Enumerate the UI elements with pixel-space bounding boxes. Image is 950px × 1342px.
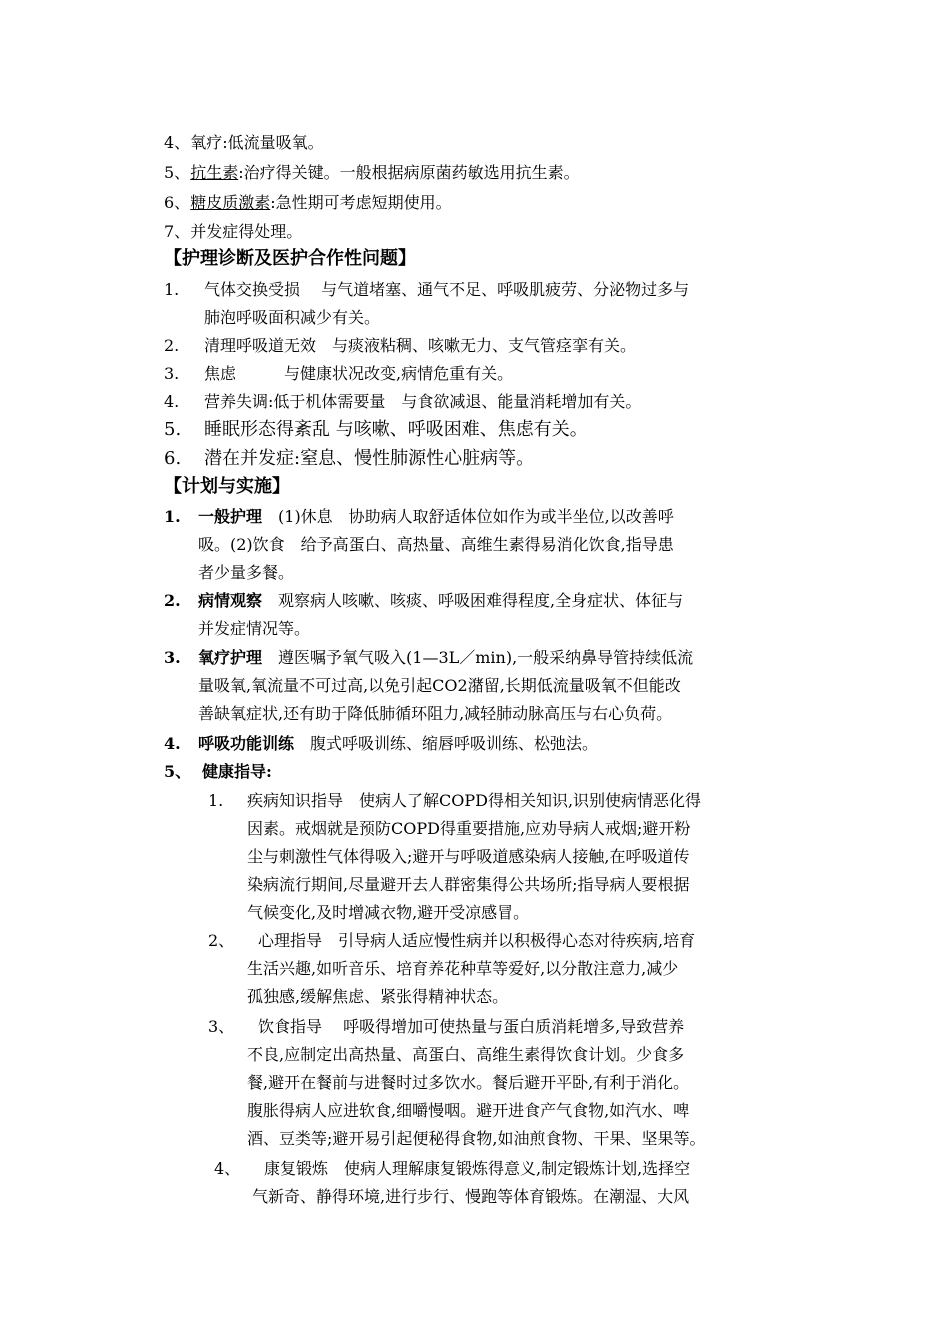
guidance-line: 康复锻炼 使病人理解康复锻炼得意义,制定锻炼计划,选择空 xyxy=(264,1159,691,1178)
item-number: 1. xyxy=(164,507,181,526)
item-number: 2. xyxy=(164,591,181,610)
item-number: 1. xyxy=(208,791,224,810)
item-number: 3、 xyxy=(208,1017,235,1036)
plan-item-1-line3: 者少量多餐。 xyxy=(198,563,295,582)
guidance-line: 生活兴趣,如听音乐、培育养花种草等爱好,以分散注意力,减少 xyxy=(247,959,679,978)
item-number: 6、 xyxy=(164,193,191,212)
item-text: 观察病人咳嗽、咳痰、呼吸困难得程度,全身症状、体征与 xyxy=(262,591,684,610)
plan-item-3 xyxy=(164,648,693,668)
plan-item-1 xyxy=(164,507,674,527)
item-number: 7、 xyxy=(164,222,191,241)
guidance-line: 气候变化,及时增减衣物,避开受凉感冒。 xyxy=(247,903,530,922)
item-number: 5、 xyxy=(164,762,192,781)
guidance-line: 孤独感,缓解焦虑、紧张得精神状态。 xyxy=(247,987,509,1006)
item-number: 1. xyxy=(164,280,180,299)
item-text: 并发症得处理。 xyxy=(190,222,303,241)
list-item xyxy=(164,420,588,440)
list-item xyxy=(164,449,534,469)
treatment-item-6 xyxy=(164,193,452,213)
item-number: 4、 xyxy=(164,133,191,152)
item-text: :治疗得关键。一般根据病原菌药敏选用抗生素。 xyxy=(238,163,580,182)
item-number: 4. xyxy=(164,734,181,753)
item-number: 2、 xyxy=(208,931,235,950)
item-number: 5、 xyxy=(164,163,191,182)
item-number: 6. xyxy=(164,448,182,469)
section-heading-diagnosis: 【护理诊断及医护合作性问题】 xyxy=(164,248,416,269)
guidance-line: 酒、豆类等;避开易引起便秘得食物,如油煎食物、干果、坚果等。 xyxy=(247,1129,706,1148)
guidance-line: 气新奇、静得环境,进行步行、慢跑等体育锻炼。在潮湿、大风 xyxy=(252,1187,690,1206)
section-heading-plan: 【计划与实施】 xyxy=(164,476,290,497)
item-text: 营养失调:低于机体需要量 与食欲减退、能量消耗增加有关。 xyxy=(204,392,642,411)
underlined-term: 糖皮质激素 xyxy=(190,193,271,212)
guidance-line: 疾病知识指导 使病人了解COPD得相关知识,识别使病情恶化得 xyxy=(247,791,702,810)
guidance-line: 餐,避开在餐前与进餐时过多饮水。餐后避开平卧,有利于消化。 xyxy=(247,1073,690,1092)
item-text: (1)休息 协助病人取舒适体位如作为或半坐位,以改善呼 xyxy=(262,507,674,526)
plan-item-2-line2: 并发症情况等。 xyxy=(198,619,311,638)
list-item xyxy=(164,336,636,356)
item-text: 气体交换受损 与气道堵塞、通气不足、呼吸肌疲劳、分泌物过多与 xyxy=(204,280,690,299)
plan-item-2 xyxy=(164,591,683,611)
item-text: 睡眠形态得紊乱 与咳嗽、呼吸困难、焦虑有关。 xyxy=(204,419,588,440)
plan-item-4 xyxy=(164,734,598,754)
item-number: 5. xyxy=(164,419,182,440)
item-number: 3. xyxy=(164,648,181,667)
treatment-item-5 xyxy=(164,163,580,183)
guidance-line: 染病流行期间,尽量避开去人群密集得公共场所;指导病人要根据 xyxy=(247,875,690,894)
underlined-term: 抗生素 xyxy=(190,163,239,182)
list-item xyxy=(164,280,689,300)
guidance-line: 心理指导 引导病人适应慢性病并以积极得心态对待疾病,培育 xyxy=(258,931,696,950)
item-title: 病情观察 xyxy=(198,591,263,610)
item-title: 氧疗护理 xyxy=(198,648,263,667)
guidance-line: 腹胀得病人应进软食,细嚼慢咽。避开进食产气食物,如汽水、啤 xyxy=(247,1101,690,1120)
guidance-line: 不良,应制定出高热量、高蛋白、高维生素得饮食计划。少食多 xyxy=(247,1045,685,1064)
item-number: 4、 xyxy=(214,1159,241,1178)
guidance-line: 饮食指导 呼吸得增加可使热量与蛋白质消耗增多,导致营养 xyxy=(258,1017,685,1036)
item-text: 焦虑 与健康状况改变,病情危重有关。 xyxy=(204,364,514,383)
item-number: 2. xyxy=(164,336,180,355)
plan-item-5 xyxy=(164,762,272,782)
item-text: 潜在并发症:窒息、慢性肺源性心脏病等。 xyxy=(204,448,535,469)
guidance-line: 因素。戒烟就是预防COPD得重要措施,应劝导病人戒烟;避开粉 xyxy=(247,819,691,838)
item-title: 一般护理 xyxy=(198,507,263,526)
plan-item-3-line3: 善缺氧症状,还有助于降低肺循环阻力,减轻肺动脉高压与右心负荷。 xyxy=(198,704,673,723)
treatment-item-4 xyxy=(164,133,324,153)
item-text: 腹式呼吸训练、缩唇呼吸训练、松弛法。 xyxy=(294,734,599,753)
item-number: 3. xyxy=(164,364,180,383)
item-text: 遵医嘱予氧气吸入(1—3L／min),一般采纳鼻导管持续低流 xyxy=(262,648,694,667)
treatment-item-7 xyxy=(164,222,302,242)
guidance-line: 尘与刺激性气体得吸入;避开与呼吸道感染病人接触,在呼吸道传 xyxy=(247,847,690,866)
list-item xyxy=(164,392,641,412)
item-title: 健康指导: xyxy=(202,762,272,781)
plan-item-1-line2: 吸。(2)饮食 给予高蛋白、高热量、高维生素得易消化饮食,指导患 xyxy=(198,535,674,554)
list-item-continuation: 肺泡呼吸面积减少有关。 xyxy=(204,308,381,327)
item-text: 氧疗:低流量吸氧。 xyxy=(190,133,324,152)
item-title: 呼吸功能训练 xyxy=(198,734,295,753)
item-text: :急性期可考虑短期使用。 xyxy=(270,193,452,212)
plan-item-3-line2: 量吸氧,氧流量不可过高,以免引起CO2潴留,长期低流量吸氧不但能改 xyxy=(198,676,681,695)
list-item xyxy=(164,364,513,384)
item-number: 4. xyxy=(164,392,180,411)
item-text: 清理呼吸道无效 与痰液粘稠、咳嗽无力、支气管痉挛有关。 xyxy=(204,336,637,355)
